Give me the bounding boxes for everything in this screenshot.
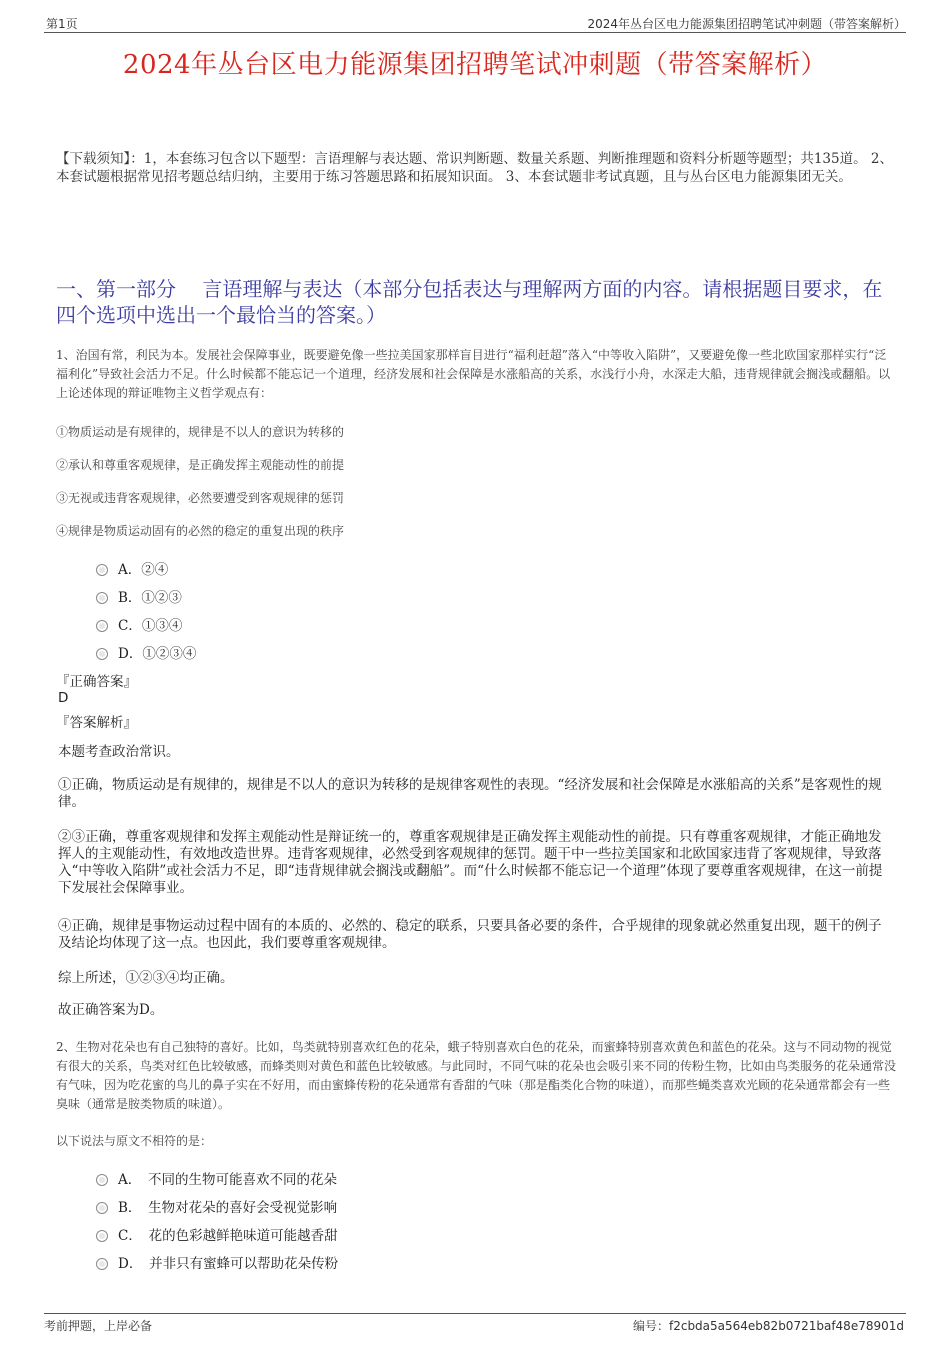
analysis-paragraph-4: ④正确，规律是事物运动过程中固有的本质的、必然的、稳定的联系，只要具备必要的条件，合乎规律的现象就必然重复出现，题干的例子及结论均体现了这一点。也因此，我们要尊重客观规律。 xyxy=(58,918,882,951)
radio-icon[interactable] xyxy=(96,620,108,632)
radio-icon[interactable] xyxy=(96,592,108,604)
analysis-paragraph-6: 故正确答案为D。 xyxy=(58,1002,164,1018)
analysis-paragraph-1: 本题考查政治常识。 xyxy=(58,744,180,760)
question-1-choice-b[interactable] xyxy=(96,586,182,606)
radio-icon[interactable] xyxy=(96,1230,108,1242)
footer-doc-id: 编号：f2cbda5a564eb82b0721baf48e78901d xyxy=(632,1319,904,1333)
question-2-choice-c[interactable] xyxy=(96,1224,338,1244)
question-1-statement-1: ①物质运动是有规律的，规律是不以人的意识为转移的 xyxy=(56,425,345,439)
analysis-label: 『答案解析』 xyxy=(56,715,137,731)
page-header xyxy=(44,14,906,33)
page-number: 第1页 xyxy=(46,17,78,31)
question-1-choice-a[interactable] xyxy=(96,558,168,578)
choice-label: D． 并非只有蜜蜂可以帮助花朵传粉 xyxy=(118,1256,339,1272)
footer-rule xyxy=(44,1313,906,1315)
question-1-stem: 1、治国有常，利民为本。发展社会保障事业，既要避免像一些拉美国家那样盲目进行“福利赶超”落入“中等收入陷阱”，又要避免像一些北欧国家那样实行“泛福利化”导致社会活力不足。什么时候都不能忘记一个道理，经济发展和社会保障是水涨船高的关系，水浅行小舟，水深走大船，违背规律就会搁浅或翻船。以上论述体现的辩证唯物主义哲学观点有： xyxy=(56,348,891,400)
radio-icon[interactable] xyxy=(96,1258,108,1270)
radio-icon[interactable] xyxy=(96,564,108,576)
choice-label: B．①②③ xyxy=(118,590,182,606)
footer-slogan: 考前押题，上岸必备 xyxy=(44,1319,153,1333)
question-2-choice-d[interactable] xyxy=(96,1252,338,1272)
radio-icon[interactable] xyxy=(96,648,108,660)
correct-answer-label: 『正确答案』 xyxy=(56,674,137,690)
download-notice: 【下载须知】：1，本套练习包含以下题型：言语理解与表达题、常识判断题、数量关系题、判断推理题和资料分析题等题型；共135道。 2、本套试题根据常见招考题总结归纳，主要用于练习答题思路和拓展知识面。 3、本套试题非考试真题，且与丛台区电力能源集团无关。 xyxy=(56,151,893,185)
question-1-choice-d[interactable] xyxy=(96,642,196,662)
choice-label: D．①②③④ xyxy=(118,646,197,662)
question-1-statement-3: ③无视或违背客观规律，必然要遭受到客观规律的惩罚 xyxy=(56,491,345,505)
choice-label: C． 花的色彩越鲜艳味道可能越香甜 xyxy=(118,1228,338,1244)
page-title: 2024年丛台区电力能源集团招聘笔试冲刺题（带答案解析） xyxy=(122,50,828,80)
question-2-stem: 2、生物对花朵也有自己独特的喜好。比如，鸟类就特别喜欢红色的花朵，蛾子特别喜欢白色的花朵，而蜜蜂特别喜欢黄色和蓝色的花朵。这与不同动物的视觉有很大的关系，鸟类对红色比较敏感，而蜂类则对黄色和蓝色比较敏感。与此同时，不同气味的花朵也会吸引来不同的传粉生物，比如由鸟类服务的花朵通常没有气味，因为吃花蜜的鸟儿的鼻子实在不好用，而由蜜蜂传粉的花朵通常有香甜的气味（那是酯类化合物的味道），而那些蝇类喜欢光顾的花朵通常都会有一些臭味（通常是胺类物质的味道）。 xyxy=(56,1040,897,1111)
question-2-choice-a[interactable] xyxy=(96,1168,337,1188)
analysis-paragraph-3: ②③正确，尊重客观规律和发挥主观能动性是辩证统一的，尊重客观规律是正确发挥主观能动性的前提。只有尊重客观规律，才能正确地发挥人的主观能动性，有效地改造世界。违背客观规律，必然受到客观规律的惩罚。题干中一些拉美国家和北欧国家违背了客观规律，导致落入“中等收入陷阱”或社会活力不足，即“违背规律就会搁浅或翻船”。而“什么时候都不能忘记一个道理”体现了要尊重客观规律，在这一前提下发展社会保障事业。 xyxy=(58,829,883,896)
choice-label: B． 生物对花朵的喜好会受视觉影响 xyxy=(118,1200,338,1216)
question-1-statement-2: ②承认和尊重客观规律，是正确发挥主观能动性的前提 xyxy=(56,458,345,472)
question-1-choice-c[interactable] xyxy=(96,614,182,634)
question-1-statement-4: ④规律是物质运动固有的必然的稳定的重复出现的秩序 xyxy=(56,524,345,538)
choice-label: A． 不同的生物可能喜欢不同的花朵 xyxy=(118,1172,337,1188)
radio-icon[interactable] xyxy=(96,1174,108,1186)
section-heading: 一、第一部分 言语理解与表达（本部分包括表达与理解两方面的内容。请根据题目要求，在四个选项中选出一个最恰当的答案。） xyxy=(56,277,883,327)
analysis-paragraph-5: 综上所述，①②③④均正确。 xyxy=(58,970,234,986)
header-doc-title: 2024年丛台区电力能源集团招聘笔试冲刺题（带答案解析） xyxy=(587,17,906,31)
choice-label: A．②④ xyxy=(118,562,169,578)
choice-label: C．①③④ xyxy=(118,618,183,634)
radio-icon[interactable] xyxy=(96,1202,108,1214)
correct-answer: D xyxy=(58,690,69,706)
question-2-prompt: 以下说法与原文不相符的是： xyxy=(56,1134,213,1148)
analysis-paragraph-2: ①正确，物质运动是有规律的，规律是不以人的意识为转移的是规律客观性的表现。“经济发展和社会保障是水涨船高的关系”是客观性的规律。 xyxy=(58,777,882,810)
question-2-choice-b[interactable] xyxy=(96,1196,337,1216)
